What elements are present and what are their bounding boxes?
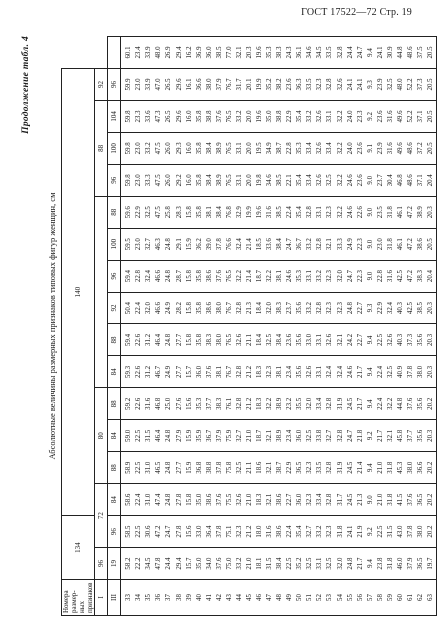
size-table bbox=[61, 36, 437, 616]
mid-group-header: 96 bbox=[95, 548, 108, 580]
data-column-cell: 59.4 22.8 32.4 46.6 24.8 28.7 15.8 35.8 38.6 37.6 76.5 32.2 21.4 18.7 32.2 38.1 24.6 35.3 33.1 33.2 32.3 32.0 24.7 22.3 9.0 22.8 31.6 42.5 47.2 38.3 20.4 bbox=[121, 260, 437, 292]
column-header: 88 bbox=[108, 388, 121, 420]
data-column-cell: 50.4 22.4 32.0 46.6 24.9 28.2 15.8 35.8 38.6 38.0 76.7 32.8 21.3 18.4 32.0 38.3 23.7 35.6 33.2 32.8 32.3 32.3 24.8 22.7 9.3 22.9 32.4 40.3 42.5 38.5 20.3 bbox=[121, 292, 437, 324]
column-header: 100 bbox=[108, 228, 121, 260]
data-column-cell: 59.8 23.0 33.2 47.5 26.0 29.3 16.0 35.8 38.4 38.9 76.5 33.1 20.0 19.5 34.9 38.7 22.8 35.3 33.4 32.6 33.4 32.2 24.0 23.6 9.1 23.9 31.6 49.6 48.6 37.2 20.5 bbox=[121, 132, 437, 164]
data-column-cell: 58.5 22.5 30.6 47.2 24.7 27.8 15.6 33.0 36.4 37.8 75.1 32.3 21.2 18.0 31.6 38.6 22.4 35.4 32.7 33.2 32.3 31.8 24.1 21.9 9.2 22.5 31.5 43.0 37.8 38.0 20.2 bbox=[121, 516, 437, 548]
page-header: ГОСТ 17522—72 Стр. 19 bbox=[301, 7, 412, 18]
row-label-sub1: I bbox=[95, 580, 108, 616]
data-column-cell: 59.0 22.5 31.5 46.4 24.8 27.9 15.9 35.9 36.7 37.9 75.9 32.7 21.0 18.7 32.1 38.9 23.4 36.0 32.5 33.8 32.7 32.8 24.7 21.8 9.2 21.7 32.1 45.8 37.7 35.6 20.3 bbox=[121, 420, 437, 452]
data-column-cell: 59.6 22.9 32.5 47.5 25.8 28.3 15.8 35.8 38.1 38.4 76.8 32.9 19.9 19.6 31.6 38.5 22.4 35.4 32.8 33.1 32.3 32.2 24.6 22.6 9.0 23.5 31.8 46.1 47.2 38.9 20.3 bbox=[121, 196, 437, 228]
mid-group-header: 88 bbox=[95, 100, 108, 196]
mid-group-header: 92 bbox=[95, 69, 108, 101]
top-group-header: 134 bbox=[62, 516, 95, 580]
rotated-table-block bbox=[21, 36, 435, 616]
row-label-sub3: III bbox=[108, 580, 121, 616]
top-group-header: 140 bbox=[62, 69, 95, 516]
column-header: 84 bbox=[108, 420, 121, 452]
data-column-cell: 59.8 23.0 33.3 47.5 26.0 29.2 16.0 35.8 38.4 38.9 76.5 33.1 20.0 19.8 34.6 38.5 22.1 35.4 33.4 32.6 32.5 32.2 24.6 23.6 9.0 23.7 30.4 46.8 48.6 37.1 20.4 bbox=[121, 164, 437, 196]
data-column-cell: 59.2 22.6 31.6 46.8 25.0 27.6 15.6 35.3 37.7 38.3 76.1 32.8 21.2 18.3 32.2 38.9 23.2 35.5 32.0 33.4 32.8 31.9 24.5 21.7 9.4 22.4 32.2 44.8 37.6 35.6 20.2 bbox=[121, 388, 437, 420]
column-header: 96 bbox=[108, 260, 121, 292]
column-header: 96 bbox=[108, 69, 121, 101]
data-column-cell: 59.5 23.0 32.7 46.3 24.8 29.1 15.9 36.2 39.0 37.8 76.6 32.4 21.4 18.5 33.6 38.4 24.7 36.7 33.2 32.8 32.1 33.3 24.9 22.3 9.0 23.0 31.8 46.1 47.2 38.6 20.5 bbox=[121, 228, 437, 260]
column-header: 88 bbox=[108, 452, 121, 484]
data-column-cell: 58.2 22.2 34.5 47.8 24.4 29.4 15.7 35.0 34.0 37.6 75.0 33.2 21.0 18.1 31.5 38.4 22.5 35.2 32.5 33.1 32.5 32.0 24.8 21.7 9.4 23.8 31.8 46.0 37.9 36.5 19.7 bbox=[121, 548, 437, 580]
column-header: 96 bbox=[108, 516, 121, 548]
mid-group-header bbox=[95, 196, 108, 388]
column-header: 88 bbox=[108, 324, 121, 356]
column-header: 19 bbox=[108, 548, 121, 580]
continuation-label: Продолжение табл. 4 bbox=[21, 36, 31, 134]
column-header: 96 bbox=[108, 164, 121, 196]
data-column-cell: 59.4 22.6 31.2 46.4 24.8 27.7 15.8 35.8 38.3 38.0 76.5 32.6 21.1 18.4 32.5 38.4 23.6 35.6 33.0 33.1 32.6 32.1 24.2 22.7 9.4 22.5 32.6 40.3 37.3 35.6 20.3 bbox=[121, 324, 437, 356]
mid-group-header: 72 bbox=[95, 484, 108, 548]
column-header-last bbox=[108, 37, 121, 69]
data-column-cell: 58.6 22.4 31.0 47.4 24.8 27.8 15.8 35.0 38.6 37.6 75.5 32.6 21.0 18.3 32.1 38.6 22.7 36.0 32.3 33.4 32.8 31.7 24.5 21.3 9.0 21.0 31.8 41.5 37.6 36.5 20.2 bbox=[121, 484, 437, 516]
mid-group-header: 80 bbox=[95, 388, 108, 484]
column-header: 84 bbox=[108, 356, 121, 388]
column-header: 88 bbox=[108, 196, 121, 228]
data-column-cell-last: 60.1 23.4 33.9 48.0 26.9 29.4 16.2 36.9 36.0 38.5 77.0 32.1 20.3 19.6 35.3 38.3 24.3 36.1 34.6 34.5 33.5 32.8 24.4 24.7 9.4 24.1 30.9 44.8 48.6 37.5 20.5 bbox=[121, 37, 437, 69]
data-column-cell: 58.9 22.5 31.0 46.5 24.8 27.7 15.9 36.8 38.8 37.8 75.8 32.5 21.1 18.6 32.1 38.7 22.9 36.5 32.3 33.5 32.8 31.9 24.5 21.4 9.4 21.0 31.8 45.3 38.0 36.6 20.2 bbox=[121, 452, 437, 484]
data-column-cell: 59.8 23.3 33.6 47.3 26.5 29.6 16.0 35.8 38.8 37.6 76.5 33.2 20.0 19.6 35.0 38.8 22.9 35.4 33.2 32.6 33.1 32.2 24.0 23.3 9.2 23.6 31.6 49.6 52.2 37.1 20.5 bbox=[121, 100, 437, 132]
row-label-header: Номера размер- ных признаков bbox=[62, 580, 95, 616]
table-title: Абсолютные величины размерных признаков типовых фигур женщин, см bbox=[47, 192, 57, 460]
data-column-cell: 59.3 22.6 31.2 46.7 24.9 27.7 15.7 36.0 37.6 38.1 76.7 32.8 21.2 18.3 32.3 38.1 23.4 35.6 32.6 33.1 32.4 32.4 24.6 21.7 9.4 22.4 32.5 40.9 37.8 38.0 20.3 bbox=[121, 356, 437, 388]
column-header: 84 bbox=[108, 484, 121, 516]
column-header: 100 bbox=[108, 132, 121, 164]
data-column-cell: 59.9 23.0 33.9 47.0 26.5 29.6 16.1 36.6 38.0 37.9 76.7 31.7 20.1 19.9 35.2 38.2 23.6 36.3 33.5 32.3 32.8 32.6 24.1 24.1 9.3 23.9 32.5 48.0 52.2 37.3 20.5 bbox=[121, 69, 437, 101]
row-labels-cell: 33 34 35 36 37 38 39 40 41 42 43 44 45 46 47 48 49 50 51 52 53 54 55 56 57 58 59 60 61 62 63 bbox=[121, 580, 437, 616]
column-header: 92 bbox=[108, 292, 121, 324]
column-header: 104 bbox=[108, 100, 121, 132]
